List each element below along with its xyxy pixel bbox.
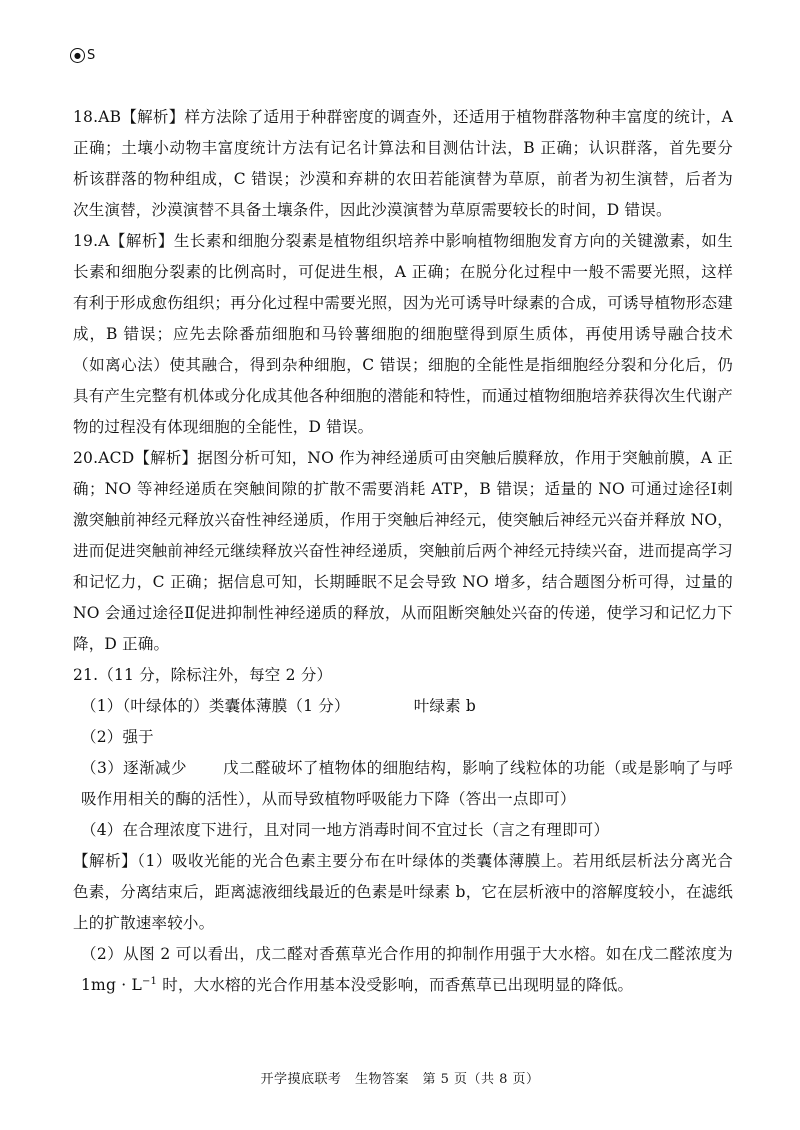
question-20: 20.ACD【解析】据图分析可知，NO 作为神经递质可由突触后膜释放，作用于突触前膜，A 正确；NO 等神经递质在突触间隙的扩散不需要消耗 ATP，B 错误；适量的 NO 可通过途径Ⅰ刺激突触前神经元释放兴奋性神经递质，作用于突触后神经元，使突触后神经元兴奋并释放 NO，进而促进突触前神经元继续释放兴奋性神经递质，突触前后两个神经元持续兴奋，进而提高学习和记忆力，C 正确；据信息可知，长期睡眠不足会导致 NO 增多，结合题图分析可得，过量的 NO 会通过途径Ⅱ促进抑制性神经递质的释放，从而阻断突触处兴奋的传递，使学习和记忆力下降，D 正确。 (73, 449, 733, 653)
q21-answer-4: （4）在合理浓度下进行，且对同一地方消毒时间不宜过长（言之有理即可） (81, 821, 610, 839)
q21-answer-2: （2）强于 (81, 728, 154, 746)
q21-analysis-1: 【解析】（1）吸收光能的光合色素主要分布在叶绿体的类囊体薄膜上。若用纸层析法分离光合色素，分离结束后，距离滤液细线最近的色素是叶绿素 b，它在层析液中的溶解度较小，在滤纸上的扩散速率较小。 (73, 852, 733, 932)
logo-text: S (87, 48, 96, 63)
answer-content (73, 102, 733, 1001)
question-21-heading: 21.（11 分，除标注外，每空 2 分） (73, 666, 333, 684)
q21-answer-3 (73, 753, 733, 815)
question-19: 19.A【解析】生长素和细胞分裂素是植物组织培养中影响植物细胞发育方向的关键激素，如生长素和细胞分裂素的比例高时，可促进生根，A 正确；在脱分化过程中一般不需要光照，这样有利于形成愈伤组织；再分化过程中需要光照，因为光可诱导叶绿素的合成，可诱导植物形态建成，B 错误；应先去除番茄细胞和马铃薯细胞的细胞壁得到原生质体，再使用诱导融合技术（如离心法）使其融合，得到杂种细胞，C 错误；细胞的全能性是指细胞经分裂和分化后，仍具有产生完整有机体或分化成其他各种细胞的潜能和特性，而通过植物细胞培养获得次生代谢产物的过程没有体现细胞的全能性，D 错误。 (73, 232, 733, 436)
q21-answer-1-right: 叶绿素 b (413, 697, 477, 715)
q21-answer-3-right: 戊二醛破坏了植物体的细胞结构，影响了线粒体的功能（或是影响了与呼吸作用相关的酶的活性），从而导致植物呼吸能力下降（答出一点即可） (81, 759, 733, 808)
circle-logo-icon: ● (70, 48, 85, 63)
q21-answer-1 (73, 691, 733, 722)
page-footer: 开学摸底联考 生物答案 第 5 页（共 8 页） (260, 1072, 540, 1087)
q21-answer-3-left: （3）逐渐减少 (81, 759, 187, 777)
question-18: 18.AB【解析】样方法除了适用于种群密度的调查外，还适用于植物群落物种丰富度的统计，A 正确；土壤小动物丰富度统计方法有记名计算法和目测估计法，B 正确；认识群落，首先要分析该群落的物种组成，C 错误；沙漠和弃耕的农田若能演替为草原，前者为初生演替，后者为次生演替，沙漠演替不具备土壤条件，因此沙漠演替为草原需要较长的时间，D 错误。 (73, 108, 733, 219)
q21-analysis-2-before: （2）从图 2 可以看出，戊二醛对香蕉草光合作用的抑制作用强于大水榕。如在戊二醛浓度为 1mg · L (81, 945, 733, 994)
q21-answer-1-left: （1）（叶绿体的）类囊体薄膜（1 分） (81, 697, 350, 715)
q21-analysis-2 (73, 939, 733, 1001)
unit-exponent: −1 (141, 975, 158, 987)
q21-analysis-2-after: 时，大水榕的光合作用基本没受影响，而香蕉草已出现明显的降低。 (157, 976, 634, 994)
publisher-logo (70, 48, 95, 63)
